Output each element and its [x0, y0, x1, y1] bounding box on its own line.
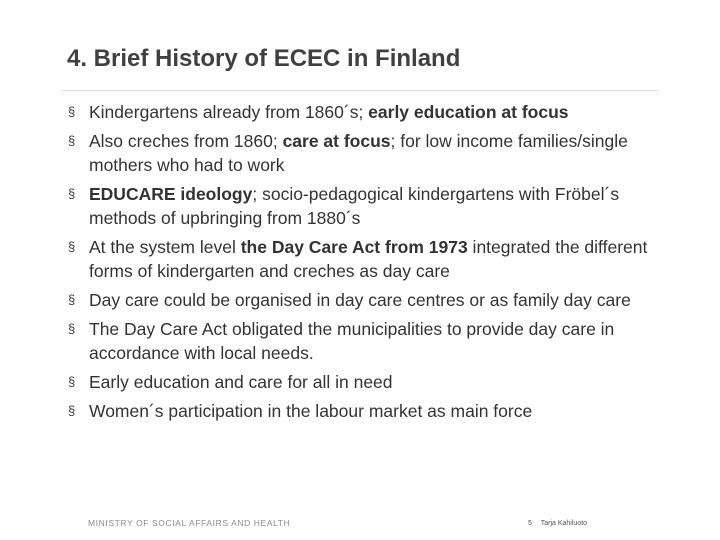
- bullet-emphasis: the Day Care Act from 1973: [240, 237, 468, 257]
- bullet-marker-icon: §: [68, 239, 76, 254]
- bullet-text: ; for low income families/single mothers who had to work: [89, 131, 628, 175]
- bullet-marker-icon: §: [68, 186, 76, 201]
- bullet-marker-icon: §: [68, 292, 76, 307]
- bullet-marker-icon: §: [68, 133, 76, 148]
- bullet-item: [68, 370, 658, 394]
- bullet-item: [68, 182, 658, 230]
- bullet-text: Kindergartens already from 1860´s;: [89, 102, 369, 122]
- bullet-item: [68, 100, 658, 124]
- bullet-text: Also creches from 1860;: [89, 131, 283, 151]
- bullet-text: integrated the different forms of kindergarten and creches as day care: [89, 237, 648, 281]
- bullet-list: [68, 100, 658, 428]
- footer-author: Tarja Kahiluoto: [540, 520, 588, 527]
- bullet-item: [68, 129, 658, 177]
- bullet-marker-icon: §: [68, 104, 76, 119]
- bullet-marker-icon: §: [68, 321, 76, 336]
- bullet-emphasis: early education at focus: [368, 102, 569, 122]
- bullet-item: [68, 317, 658, 365]
- bullet-emphasis: care at focus: [282, 131, 391, 151]
- footer-ministry: MINISTRY OF SOCIAL AFFAIRS AND HEALTH: [88, 518, 291, 528]
- bullet-marker-icon: §: [68, 374, 76, 389]
- bullet-text: At the system level: [89, 237, 241, 257]
- bullet-text: Day care could be organised in day care centres or as family day care: [89, 290, 631, 310]
- bullet-emphasis: EDUCARE ideology: [89, 184, 253, 204]
- bullet-marker-icon: §: [68, 403, 76, 418]
- bullet-text: ; socio-pedagogical kindergartens with Fröbel´s methods of upbringing from 1880´s: [89, 184, 620, 228]
- footer-info: [528, 520, 587, 527]
- page-number: 5: [528, 520, 532, 527]
- bullet-item: [68, 288, 658, 312]
- title-divider: [62, 90, 658, 91]
- slide-title: 4. Brief History of ECEC in Finland: [67, 45, 461, 72]
- bullet-item: [68, 235, 658, 283]
- bullet-text: The Day Care Act obligated the municipalities to provide day care in accordance with local needs.: [89, 319, 615, 363]
- bullet-item: [68, 399, 658, 423]
- bullet-text: Early education and care for all in need: [89, 372, 393, 392]
- bullet-text: Women´s participation in the labour market as main force: [89, 401, 533, 421]
